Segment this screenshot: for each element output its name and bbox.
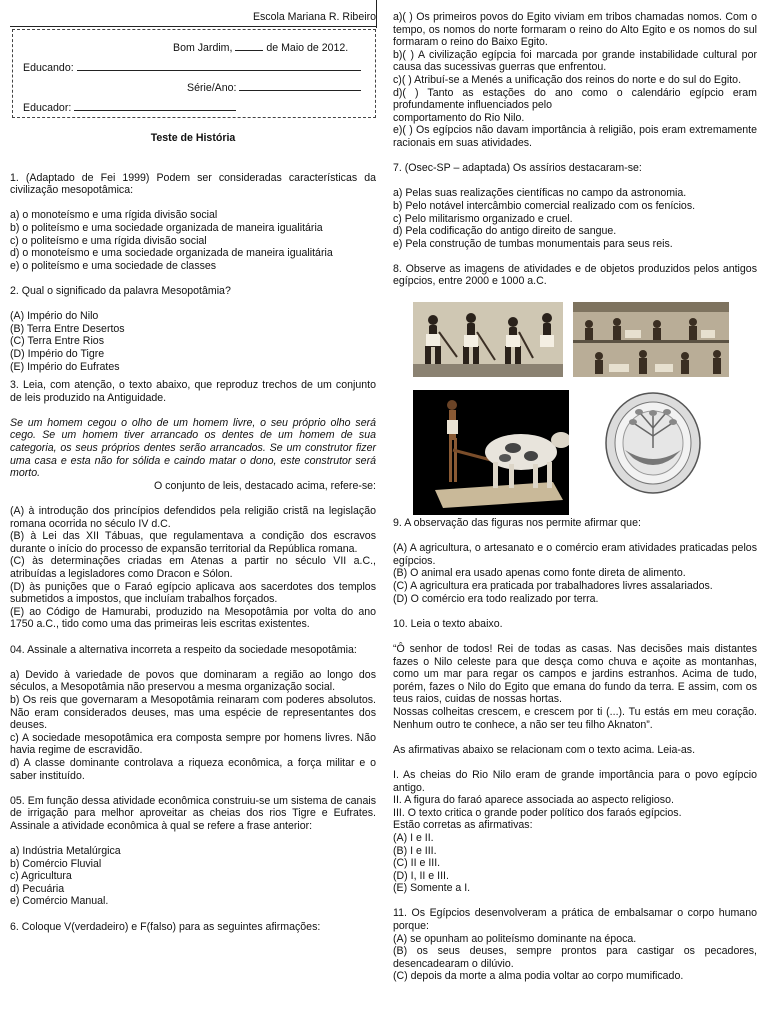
q11-option-b[interactable]: (B) os seus deuses, sempre prontos para castigar os pecadores, desencadearam o dilúvio.	[393, 945, 757, 970]
teacher-field[interactable]	[74, 100, 236, 111]
q10-statement-3: III. O texto critica o grande poder político dos faraós egípcios.	[393, 806, 682, 819]
q10-statement-1: I. As cheias do Rio Nilo eram de grande importância para o povo egípcio antigo.	[393, 768, 757, 794]
student-line	[23, 60, 361, 75]
teacher-label: Educador:	[23, 102, 72, 114]
q5-option-c[interactable]: c) Agricultura	[10, 870, 72, 883]
teacher-line	[23, 100, 236, 115]
q10-option-c[interactable]: (C) II e III.	[393, 857, 441, 870]
q4-option-c[interactable]: c) A sociedade mesopotâmica era composta sempre por homens livres. Não havia regime de escravidão.	[10, 731, 376, 757]
q2-option-b[interactable]: (B) Terra Entre Desertos	[10, 322, 125, 335]
q10-option-d[interactable]: (D) I, II e III.	[393, 869, 449, 882]
q3-option-c[interactable]: (C) às determinações criadas em Atenas a partir no século VII a.C., atribuídas a legisladores como Dracon e Sólon.	[10, 555, 376, 580]
q6-option-d-cont: comportamento do Rio Nilo.	[393, 111, 525, 124]
q5-option-b[interactable]: b) Comércio Fluvial	[10, 857, 102, 870]
q7-text: 7. (Osec-SP – adaptada) Os assírios destacaram-se:	[393, 162, 642, 175]
q3-prompt: O conjunto de leis, destacado acima, refere-se:	[154, 479, 376, 492]
plough-oxen-image	[413, 390, 569, 515]
grade-label: Série/Ano:	[187, 82, 237, 94]
q10-text: 10. Leia o texto abaixo.	[393, 617, 503, 630]
grade-field[interactable]	[239, 80, 361, 91]
egyptian-images	[393, 302, 757, 517]
q10-statement-prompt: Estão corretas as afirmativas:	[393, 819, 533, 832]
q1-option-a[interactable]: a) o monoteísmo e uma rígida divisão social	[10, 209, 218, 222]
q4-option-b[interactable]: b) Os reis que governaram a Mesopotâmia reinaram com poderes absolutos. Não eram considerados deuses, mas uma espécie de representantes dos deuses.	[10, 693, 376, 732]
header-divider	[376, 0, 377, 28]
date-line	[173, 40, 348, 55]
q10-quote: “Ô senhor de todos! Rei de todas as casas. Nas decisões mais distantes fazes o Nilo celeste para que desça como chuva e açoite as montanhas, como um mar para regar os campos e jardins estranhos. Acima de tudo, porém, fazes o Nilo do Egito que emana do fundo da terra. E assim, com os teus raios, cuidas de nossas hortas.	[393, 643, 757, 706]
q3-text: 3. Leia, com atenção, o texto abaixo, que reproduz trechos de um conjunto de leis produzido na Antiguidade.	[10, 379, 376, 404]
craftsmen-fresco-image	[573, 302, 729, 377]
q4-option-d[interactable]: d) A classe dominante controlava a riqueza econômica, a força militar e o saber instituído.	[10, 756, 376, 782]
q11-text: 11. Os Egípcios desenvolveram a prática de embalsamar o corpo humano porque:	[393, 907, 757, 933]
q3-option-d[interactable]: (D) às punições que o Faraó egípcio aplicava aos sacerdotes dos templos submetidos a impostos, que incluíam trabalhos forçados.	[10, 580, 376, 606]
q8-text: 8. Observe as imagens de atividades e de objetos produzidos pelos antigos egípcios, entre 2000 e 1000 a.C.	[393, 262, 757, 288]
q3-option-e[interactable]: (E) ao Código de Hamurabi, produzido na Mesopotâmia por volta do ano 1750 a.C., tido como uma das primeiras leis escritas existentes.	[10, 605, 376, 631]
q11-option-c[interactable]: (C) depois da morte a alma podia voltar ao corpo mumificado.	[393, 970, 684, 983]
school-name: Escola Mariana R. Ribeiro	[252, 11, 376, 23]
day-field[interactable]	[235, 40, 263, 51]
q1-text: 1. (Adaptado de Fei 1999) Podem ser consideradas características da civilização mesopotâmica:	[10, 171, 376, 197]
q6-option-e[interactable]: e)( ) Os egípcios não davam importância à religião, pois eram extremamente racionais em suas atividades.	[393, 124, 757, 149]
q7-option-a[interactable]: a) Pelas suas realizações científicas no campo da astronomia.	[393, 187, 687, 200]
q10-statement-2: II. A figura do faraó aparece associada ao aspecto religioso.	[393, 794, 674, 807]
student-label: Educando:	[23, 62, 74, 74]
q6-option-d[interactable]: d)( ) Tanto as estações do ano como o calendário egípcio eram profundamente influenciados pelo	[393, 86, 757, 112]
q10-option-e[interactable]: (E) Somente a I.	[393, 882, 471, 895]
q7-option-c[interactable]: c) Pelo militarismo organizado e cruel.	[393, 212, 573, 225]
left-column	[10, 0, 376, 933]
q6-text-cut: 6. Coloque V(verdadeiro) e F(falso) para as seguintes afirmações:	[10, 920, 321, 933]
q7-option-d[interactable]: d) Pela codificação do antigo direito de sangue.	[393, 225, 617, 238]
q1-option-e[interactable]: e) o politeísmo e uma sociedade de classes	[10, 259, 217, 272]
student-field[interactable]	[77, 60, 361, 71]
q2-option-a[interactable]: (A) Império do Nilo	[10, 310, 99, 323]
q3-quote: Se um homem cegou o olho de um homem livre, o seu próprio olho será cego. Se um homem tiver arrancado os dentes de um homem de sua categoria, os seus próprios dentes serão arrancados. Se um construtor fizer uma casa e esta não for sólida e caindo matar o dono, este construtor será morto.	[10, 416, 376, 480]
q10-quote-cont: Nossas colheitas crescem, e crescem por ti (...). Tu estás em meu coração. Nenhum outro te conhece, a não ser teu filho Aknaton”.	[393, 705, 757, 731]
student-info-box	[12, 29, 376, 118]
q7-option-b[interactable]: b) Pelo notável intercâmbio comercial realizado com os fenícios.	[393, 199, 696, 212]
q1-option-d[interactable]: d) o monoteísmo e uma sociedade organizada de maneira igualitária	[10, 247, 333, 260]
q3-option-a[interactable]: (A) à introdução dos princípios defendidos pela religião cristã na legislação romana ocorrida no século IV d.C.	[10, 505, 376, 530]
q3-option-b[interactable]: (B) à Lei das XII Tábuas, que regulamentava a condição dos escravos durante o início do processo de expansão territorial da República romana.	[10, 530, 376, 555]
q5-text: 05. Em função dessa atividade econômica construiu-se um sistema de canais de irrigação para melhor aproveitar as cheias dos rios Tigre e Eufrates. Assinale a atividade econômica à qual se refere a frase anterior:	[10, 794, 376, 832]
q4-text: 04. Assinale a alternativa incorreta a respeito da sociedade mesopotâmia:	[10, 643, 357, 656]
page-title: Teste de História	[150, 132, 236, 144]
q6-option-a[interactable]: a)( ) Os primeiros povos do Egito viviam em tribos chamadas nomos. Com o tempo, os nomos do norte formaram o reino do Alto Egito e os nomos do sul formaram o reino do Baixo Egito.	[393, 11, 757, 49]
q10-lead: As afirmativas abaixo se relacionam com o texto acima. Leia-as.	[393, 743, 696, 756]
decorated-plate-image	[603, 388, 703, 498]
q10-option-a[interactable]: (A) I e II.	[393, 831, 434, 844]
q11-option-a[interactable]: (A) se opunham ao politeísmo dominante na época.	[393, 932, 637, 945]
q2-text: 2. Qual o significado da palavra Mesopotâmia?	[10, 284, 231, 297]
q9-option-a[interactable]: (A) A agricultura, o artesanato e o comércio eram atividades praticadas pelos egípcios.	[393, 542, 757, 567]
q5-option-e[interactable]: e) Comércio Manual.	[10, 895, 109, 908]
grade-line	[187, 80, 361, 95]
q9-text: 9. A observação das figuras nos permite afirmar que:	[393, 517, 641, 530]
date-prefix: Bom Jardim,	[173, 42, 233, 54]
q4-option-a[interactable]: a) Devido à variedade de povos que dominaram a região ao longo dos séculos, a Mesopotâmia não preservou a mesma organização social.	[10, 668, 376, 694]
q5-option-d[interactable]: d) Pecuária	[10, 882, 65, 895]
q9-option-b[interactable]: (B) O animal era usado apenas como fonte direta de alimento.	[393, 567, 686, 580]
q9-option-c[interactable]: (C) A agricultura era praticada por trabalhadores livres assalariados.	[393, 580, 713, 593]
q9-option-d[interactable]: (D) O comércio era todo realizado por terra.	[393, 592, 599, 605]
q6-option-b[interactable]: b)( ) A civilização egípcia foi marcada por grande instabilidade cultural por causa das sucessivas guerras que enfrentou.	[393, 48, 757, 74]
q5-option-a[interactable]: a) Indústria Metalúrgica	[10, 845, 121, 858]
right-column	[393, 11, 757, 983]
date-suffix: de Maio de 2012.	[266, 42, 349, 54]
q2-option-d[interactable]: (D) Império do Tigre	[10, 347, 105, 360]
q10-option-b[interactable]: (B) I e III.	[393, 844, 437, 857]
farming-fresco-image	[413, 302, 563, 377]
q2-option-c[interactable]: (C) Terra Entre Rios	[10, 335, 104, 348]
q1-option-c[interactable]: c) o politeísmo e uma rígida divisão social	[10, 234, 207, 247]
q6-option-c[interactable]: c)( ) Atribuí-se a Menés a unificação dos reinos do norte e do sul do Egito.	[393, 73, 742, 86]
q7-option-e[interactable]: e) Pela construção de tumbas monumentais para seus reis.	[393, 237, 673, 250]
q2-option-e[interactable]: (E) Império do Eufrates	[10, 360, 120, 373]
q1-option-b[interactable]: b) o politeísmo e uma sociedade organizada de maneira igualitária	[10, 221, 323, 234]
